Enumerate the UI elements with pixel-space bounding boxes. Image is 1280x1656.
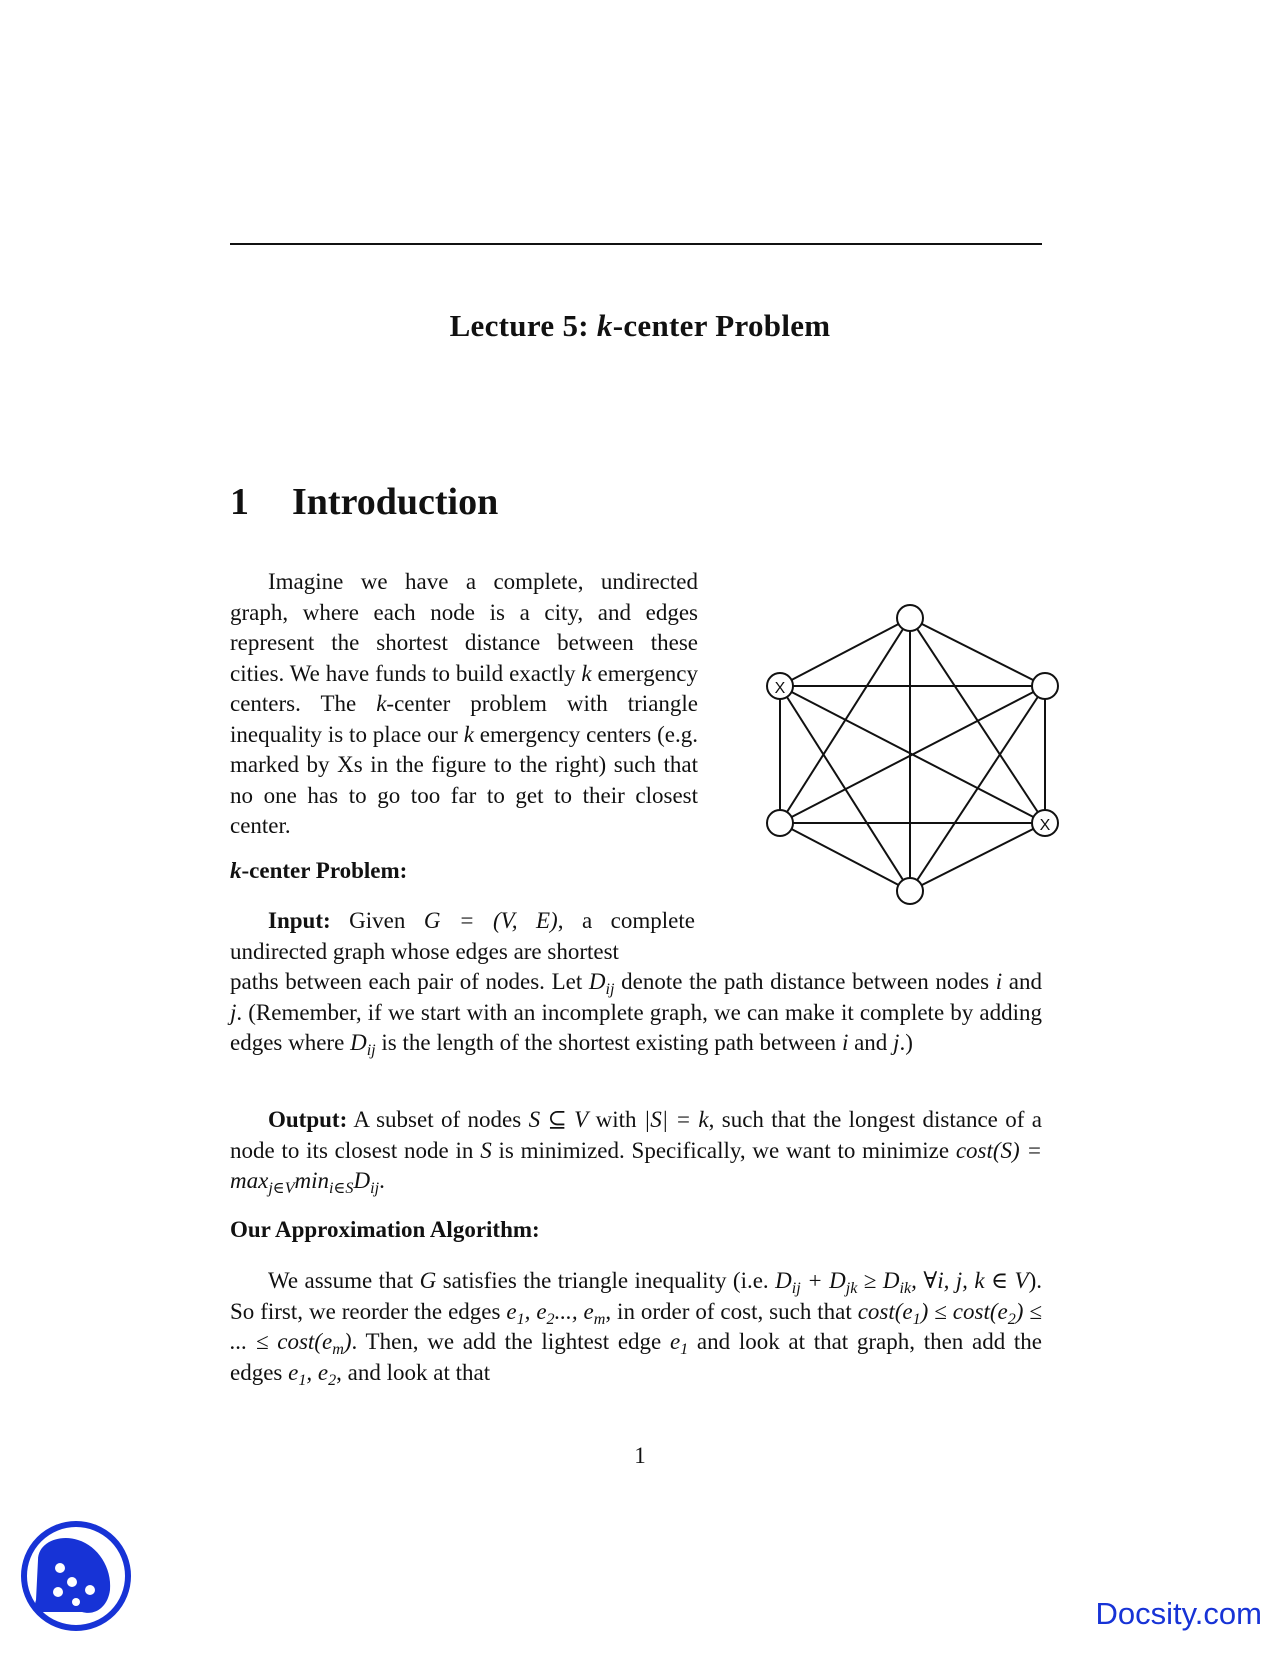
center-marker-label: X	[1039, 817, 1051, 834]
algorithm-paragraph: We assume that G satisfies the triangle inequality (i.e. $D_{ij} + D_{jk} \ge D_{ik}$, ∀i, j, k ∈ V). So first, we reorder the edges $e_1$, $e_2$..., $e_m$, in order of cost, such that $\cos t(e_1) \le \cos t(e_2)$ ≤ ... ≤ $\cos t(e_m)$. Then, we add the lightest edge $e_1$ and look at that graph, then add the edges $e_1$, $e_2$, and look at that	[230, 1268, 1042, 1389]
complete-graph-figure	[755, 593, 1071, 909]
approximation-algorithm-heading: Our Approximation Algorithm:	[230, 1217, 540, 1242]
kcenter-problem-heading: k-center Problem:	[230, 858, 408, 883]
output-label: Output:	[268, 1107, 348, 1132]
graph-edge	[910, 823, 1045, 891]
graph-edge	[910, 618, 1045, 686]
page-number: 1	[634, 1443, 646, 1468]
intro-paragraph: Imagine we have a complete, undirected graph, where each node is a city, and edges represent the shortest distance between these cities. We have funds to build exactly k emergency centers. The k-center problem with triangle inequality is to place our k emergency centers (e.g. marked by Xs in the figure to the right) such that no one has to go too far to get to their closest center.	[230, 569, 699, 838]
graph-edge	[780, 686, 910, 891]
input-lead: Input: Given G = (V, E), a complete undirected graph whose edges are shortest	[230, 908, 695, 964]
docsity-logo-icon[interactable]	[20, 1520, 132, 1632]
input-label: Input:	[268, 908, 331, 933]
input-paragraph: Input: Given G = (V, E), a complete undirected graph whose edges are shortest paths between each pair of nodes. Let $D_{ij}$ denote the path distance between nodes i and j. (Remember, if we start with an incomplete graph, we can make it complete by adding edges where $D_{ij}$ is the length of the shortest existing path between i and j.)	[230, 908, 1042, 1059]
center-marker-label: X	[774, 680, 786, 697]
graph-edge	[780, 618, 910, 686]
graph-node	[897, 605, 923, 631]
graph-edge	[780, 823, 910, 891]
graph-edges	[780, 618, 1045, 891]
section-title: Introduction	[292, 481, 499, 523]
lecture-title: Lecture 5: k-center Problem	[449, 308, 831, 343]
section-number: 1	[230, 481, 249, 523]
graph-node	[897, 878, 923, 904]
graph-node	[1032, 673, 1058, 699]
graph-node	[767, 810, 793, 836]
top-rule	[230, 243, 1042, 245]
output-paragraph: Output: A subset of nodes S ⊆ V with |S| = k, such that the longest distance of a node to its closest node in S is minimized. Specifically, we want to minimize $\cos t(S) = \max_{j\in V}\min_{i\in S}D_{ij}$.	[230, 1107, 1043, 1197]
section-heading	[230, 480, 498, 524]
docsity-brand-link[interactable]: Docsity.com	[1095, 1596, 1262, 1631]
